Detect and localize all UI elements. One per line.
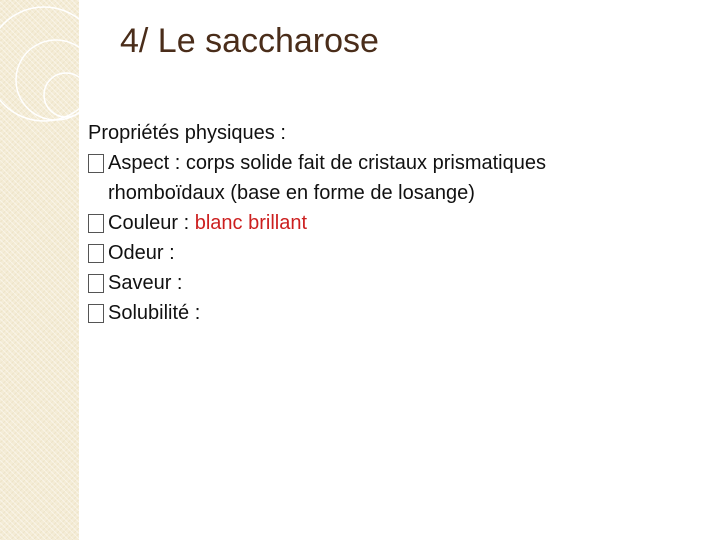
list-item-continuation: rhomboïdaux (base en forme de losange) bbox=[108, 182, 475, 204]
list-item-aspect bbox=[88, 148, 698, 178]
item-label: Solubilité : bbox=[108, 302, 201, 324]
checkbox-bullet-icon bbox=[88, 304, 104, 323]
item-label: Odeur : bbox=[108, 242, 175, 264]
page-title: 4/ Le saccharose bbox=[120, 22, 379, 60]
list-item-saveur bbox=[88, 268, 698, 298]
item-value: corps solide fait de cristaux prismatiques bbox=[185, 152, 546, 174]
item-label: Saveur : bbox=[108, 272, 183, 294]
list-item-solubilite bbox=[88, 298, 698, 328]
list-item-odeur bbox=[88, 238, 698, 268]
list-item-couleur bbox=[88, 208, 698, 238]
checkbox-bullet-icon bbox=[88, 214, 104, 233]
checkbox-bullet-icon bbox=[88, 244, 104, 263]
item-value-highlight: blanc brillant bbox=[194, 212, 308, 234]
checkbox-bullet-icon bbox=[88, 274, 104, 293]
checkbox-bullet-icon bbox=[88, 154, 104, 173]
item-label: Aspect : bbox=[108, 152, 186, 174]
item-label: Couleur : bbox=[108, 212, 195, 234]
section-heading: Propriétés physiques : bbox=[88, 122, 286, 144]
slide-content bbox=[88, 118, 698, 328]
